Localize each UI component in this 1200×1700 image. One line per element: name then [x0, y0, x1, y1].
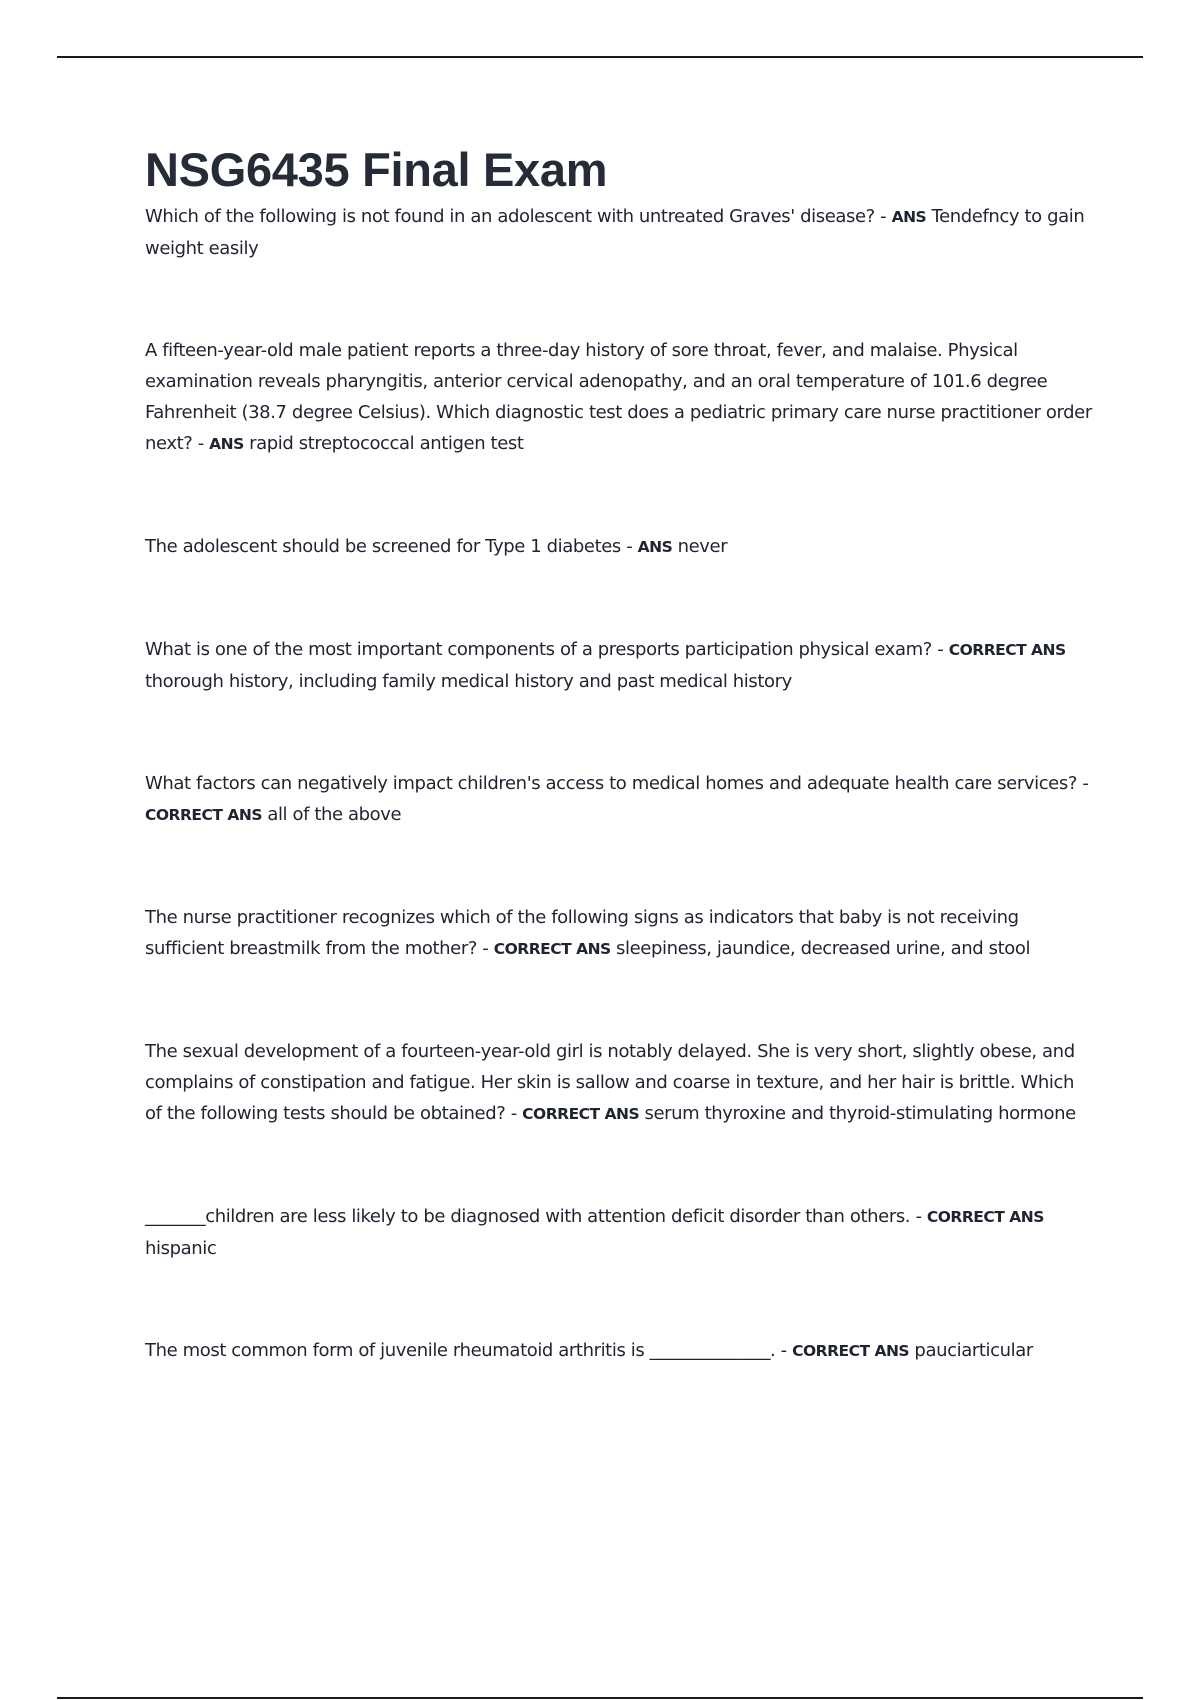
answer-tag: CORRECT ANS: [792, 1342, 910, 1360]
qa-item: [145, 531, 1093, 563]
question-text: The sexual development of a fourteen-year-old girl is notably delayed. She is very short, slightly obese, and complains of constipation and fatigue. Her skin is sallow and coarse in texture, and her hair is brittle. Which of the following tests should be obtained? -: [145, 1041, 1075, 1124]
qa-item: [145, 201, 1093, 264]
question-text: The nurse practitioner recognizes which of the following signs as indicators that baby is not receiving sufficient breastmilk from the mother? -: [145, 907, 1019, 959]
answer-text: rapid streptococcal antigen test: [243, 433, 524, 454]
header-rule: [57, 56, 1143, 58]
answer-text: sleepiness, jaundice, decreased urine, and stool: [610, 938, 1031, 959]
qa-item: [145, 768, 1093, 831]
qa-item: [145, 634, 1093, 697]
qa-item: [145, 1335, 1093, 1367]
answer-tag: CORRECT ANS: [493, 940, 611, 958]
answer-tag: CORRECT ANS: [948, 641, 1066, 659]
qa-item: [145, 1036, 1093, 1130]
answer-tag: CORRECT ANS: [145, 806, 262, 824]
footer-rule: [57, 1697, 1143, 1699]
answer-text: thorough history, including family medical history and past medical history: [145, 671, 792, 692]
question-text: _______children are less likely to be diagnosed with attention deficit disorder than others. -: [145, 1206, 927, 1227]
qa-item: [145, 902, 1093, 965]
answer-tag: CORRECT ANS: [522, 1105, 640, 1123]
answer-tag: ANS: [209, 435, 244, 453]
answer-text: pauciarticular: [909, 1340, 1033, 1361]
question-text: Which of the following is not found in an adolescent with untreated Graves' disease? -: [145, 206, 892, 227]
page-title: NSG6435 Final Exam: [145, 143, 608, 196]
question-text: A fifteen-year-old male patient reports a three-day history of sore throat, fever, and malaise. Physical examination reveals pharyngitis, anterior cervical adenopathy, and an oral temperature of 101.6 degree Fahrenheit (38.7 degree Celsius). Which diagnostic test does a pediatric primary care nurse practitioner order next? -: [145, 340, 1092, 454]
answer-text: never: [672, 536, 728, 557]
qa-item: [145, 335, 1093, 460]
document-body: [145, 140, 1093, 1367]
question-text: The adolescent should be screened for Type 1 diabetes -: [145, 536, 638, 557]
answer-text: all of the above: [262, 804, 402, 825]
answer-text: hispanic: [145, 1238, 217, 1259]
answer-tag: CORRECT ANS: [926, 1208, 1044, 1226]
qa-item: [145, 1201, 1093, 1264]
answer-text: serum thyroxine and thyroid-stimulating hormone: [639, 1103, 1076, 1124]
question-text: What factors can negatively impact children's access to medical homes and adequate health care services? -: [145, 773, 1089, 794]
question-text: What is one of the most important components of a presports participation physical exam? -: [145, 639, 949, 660]
answer-text: Tendefncy to gain weight easily: [145, 206, 1085, 259]
question-text: The most common form of juvenile rheumatoid arthritis is ______________. -: [145, 1340, 793, 1361]
answer-tag: ANS: [637, 538, 673, 556]
answer-tag: ANS: [891, 208, 927, 226]
